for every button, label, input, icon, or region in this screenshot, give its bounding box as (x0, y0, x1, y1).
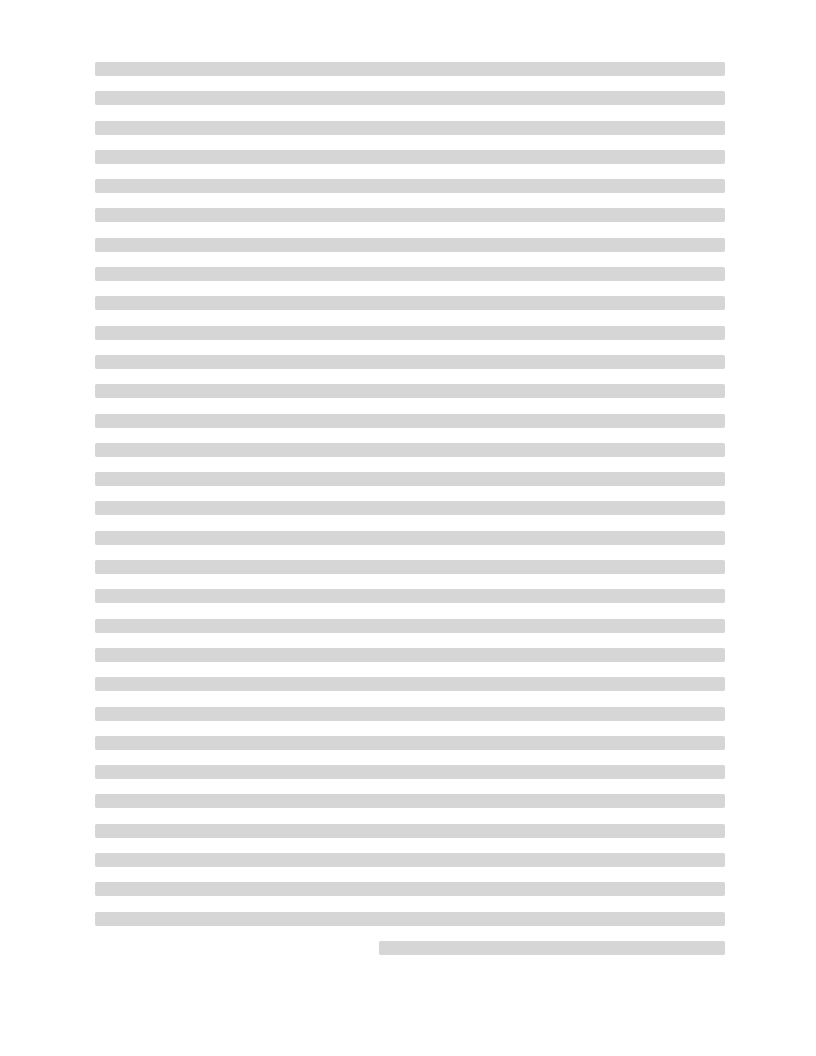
redacted-text-line (95, 531, 725, 545)
redacted-text-line (95, 472, 725, 486)
redacted-text-line (95, 589, 725, 603)
redacted-text-line (95, 882, 725, 896)
redacted-text-line (95, 501, 725, 515)
redacted-text-line (95, 62, 725, 76)
redacted-text-line (95, 150, 725, 164)
redacted-text-line (95, 238, 725, 252)
redacted-text-line (95, 414, 725, 428)
redacted-text-line (95, 208, 725, 222)
redacted-text-line (95, 736, 725, 750)
redacted-text-line (95, 648, 725, 662)
redacted-text-line (95, 765, 725, 779)
redacted-text-line (95, 560, 725, 574)
redacted-text-line (95, 824, 725, 838)
redacted-text-line (95, 619, 725, 633)
body-text-redacted (95, 62, 725, 970)
redacted-text-line (95, 296, 725, 310)
redacted-text-line (95, 326, 725, 340)
redacted-text-line (95, 853, 725, 867)
redacted-text-line (95, 794, 725, 808)
redacted-text-line (95, 443, 725, 457)
redacted-text-line (95, 384, 725, 398)
redacted-text-line (95, 355, 725, 369)
redacted-text-line (379, 941, 726, 955)
redacted-text-line (95, 707, 725, 721)
redacted-text-line (95, 677, 725, 691)
redacted-text-line (95, 912, 725, 926)
redacted-text-line (95, 267, 725, 281)
redacted-text-line (95, 179, 725, 193)
redacted-text-line (95, 91, 725, 105)
redacted-text-line (95, 121, 725, 135)
